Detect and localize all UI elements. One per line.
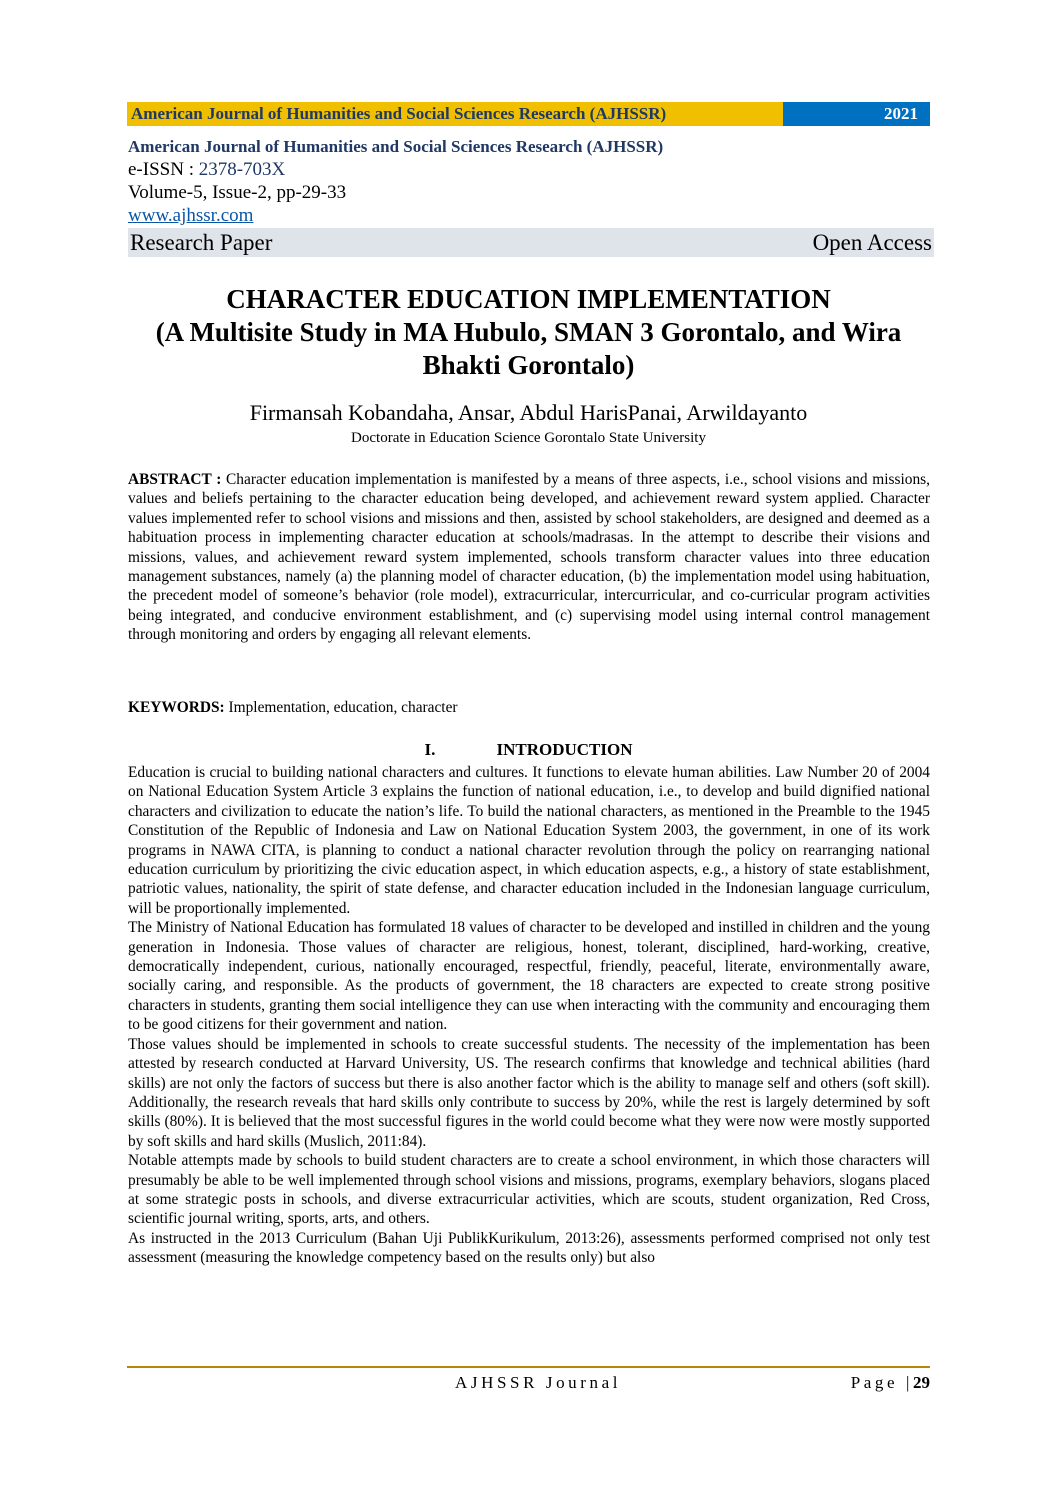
section-number: I. (424, 740, 436, 759)
footer-page (851, 1372, 930, 1394)
page-number: 29 (913, 1373, 930, 1392)
header-year: 2021 (783, 102, 930, 126)
paragraph: Those values should be implemented in schools to create successful students. The necessity of the implementation has been attested by research conducted at Harvard University, US. The research confirms that knowledge and technical abilities (hard skills) are not only the factors of success but there is also another factor which is the ability to manage self and others (soft skill). Additionally, the research reveals that hard skills only contribute to success by 20%, while the rest is largely determined by soft skills (80%). It is believed that the most successful figures in the world could become what they were now were mostly supported by soft skills and hard skills (Muslich, 2011:84). (128, 1035, 930, 1150)
paragraph: Notable attempts made by schools to build student characters are to create a school environment, in which those characters will presumably be able to be well implemented through school visions and missions, programs, exemplary behaviors, slogans placed at some strategic posts in schools, and diverse extracurricular activities, which are scouts, student organization, Red Cross, scientific journal writing, sports, arts, and others. (128, 1152, 930, 1228)
issn-line (128, 158, 934, 181)
footer-journal: AJHSSR Journal (455, 1373, 622, 1392)
affiliation: Doctorate in Education Science Gorontalo State University (351, 430, 706, 446)
authors: Firmansah Kobandaha, Ansar, Abdul HarisPanai, Arwildayanto (249, 400, 808, 425)
section-title: INTRODUCTION (496, 740, 633, 759)
journal-website-link[interactable]: www.ajhssr.com (128, 205, 254, 226)
paragraph: The Ministry of National Education has formulated 18 values of character to be developed and instilled in children and the young generation in Indonesia. Those values of character are religious, honest, tolerant, disciplined, hard-working, creative, democratically independent, curious, nationally encouraged, respectful, friendly, peaceful, literate, environmentally aware, socially caring, and responsible. As the products of government, the 18 characters are expected to create strong positive characters in students, granting them social intelligence they can use when interacting with the community and encouraging them to be good citizens for their government and nation. (128, 919, 930, 1034)
issn-value: 2378-703X (198, 159, 286, 180)
abstract-text: Character education implementation is manifested by a means of three aspects, i.e., school visions and missions, values and beliefs pertaining to the character education being developed, and achievement reward system applied. Character values implemented refer to school visions and missions and then, assisted by school stakeholders, are designed and deemed as a habituation process in implementing character education at schools/madrasas. In the attempt to describe their visions and missions, values, and achievement reward system implemented, schools transform character values into three education management substances, namely (a) the planning model of character education, (b) the implementation model using habituation, the precedent model of someone’s behavior (role model), extracurricular, intercurricular, and co-curricular program activities being integrated, and conducive environment establishment, and (c) supervising model using internal control management through monitoring and orders by engaging all relevant elements. (128, 471, 930, 644)
section-heading (127, 739, 930, 761)
title-line-1: CHARACTER EDUCATION IMPLEMENTATION (226, 284, 831, 314)
issn-label: e-ISSN : (128, 159, 199, 180)
journal-name: American Journal of Humanities and Social Sciences Research (AJHSSR) (128, 137, 664, 156)
journal-meta (128, 136, 934, 257)
access-type: Open Access (812, 229, 932, 255)
page-label: Page | (850, 1373, 913, 1392)
keywords-text: Implementation, education, character (228, 699, 458, 716)
keywords-label: KEYWORDS: (128, 699, 225, 716)
abstract-label: ABSTRACT : (128, 471, 222, 488)
paragraph: Education is crucial to building national characters and cultures. It functions to elevate human abilities. Law Number 20 of 2004 on National Education System Article 3 explains the function of national education, i.e., to develop and build dignified national characters and civilization to educate the nation’s life. To build the national characters, as mentioned in the Preamble to the 1945 Constitution of the Republic of Indonesia and Law on National Education System 2003, the government, in one of its work programs in NAWA CITA, is planning to conduct a national character revolution through the policy on rearranging national education curriculum by prioritizing the civic education aspect, in which education aspects, e.g., a history of state establishment, patriotic values, nationality, the spirit of state defense, and character education included in the Indonesian language curriculum, will be proportionally implemented. (128, 764, 930, 917)
volume-line: Volume-5, Issue-2, pp-29-33 (128, 182, 347, 203)
running-header (127, 102, 930, 126)
keywords (128, 698, 930, 718)
paragraph: As instructed in the 2013 Curriculum (Bahan Uji PublikKurikulum, 2013:26), assessments performed comprised not only test assessment (measuring the knowledge competency based on the results only) but also (128, 1229, 930, 1267)
paper-type: Research Paper (130, 229, 273, 255)
footer-rule (127, 1366, 930, 1368)
title-line-2: (A Multisite Study in MA Hubulo, SMAN 3 Gorontalo, and Wira (155, 317, 902, 347)
abstract (128, 470, 930, 645)
paper-title (127, 283, 930, 382)
paper-type-bar (128, 228, 934, 257)
introduction-body (128, 763, 930, 1268)
title-line-3: Bhakti Gorontalo) (422, 350, 635, 380)
header-journal-title: American Journal of Humanities and Social Sciences Research (AJHSSR) (127, 102, 783, 126)
